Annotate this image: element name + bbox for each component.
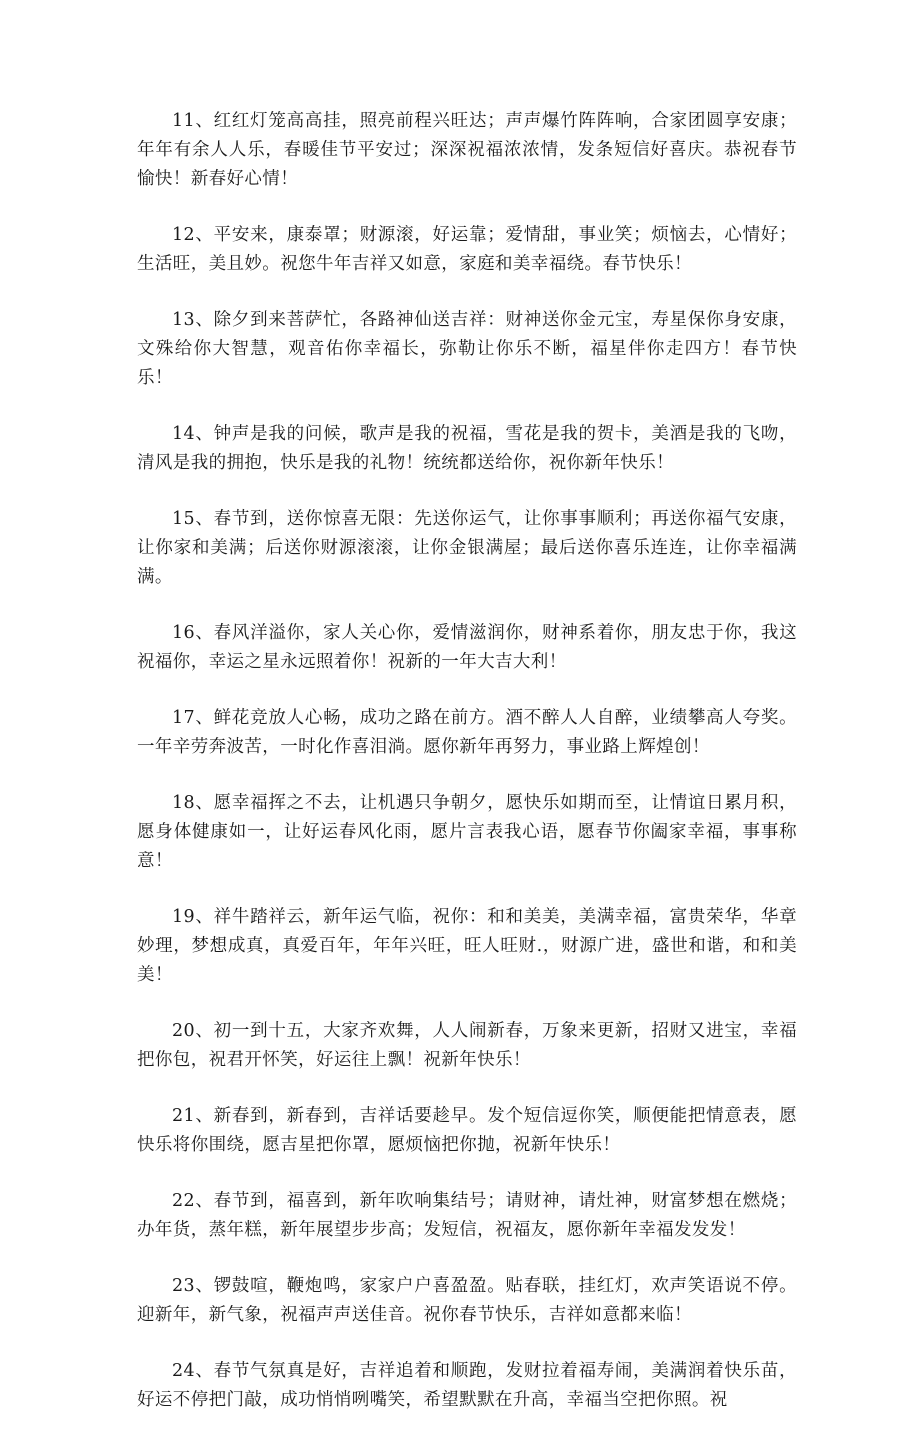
greeting-paragraph-19: 19、祥牛踏祥云，新年运气临，祝你：和和美美，美满幸福，富贵荣华，华章妙理，梦想成真，真爱百年，年年兴旺，旺人旺财.，财源广进，盛世和谐，和和美美！ xyxy=(137,907,797,985)
greeting-paragraph-16: 16、春风洋溢你，家人关心你，爱情滋润你，财神系着你，朋友忠于你，我这祝福你，幸运之星永远照着你！祝新的一年大吉大利！ xyxy=(137,623,797,672)
document-body xyxy=(137,107,797,1442)
greeting-paragraph-14: 14、钟声是我的问候，歌声是我的祝福，雪花是我的贺卡，美酒是我的飞吻，清风是我的拥抱，快乐是我的礼物！统统都送给你，祝你新年快乐！ xyxy=(137,424,797,473)
greeting-paragraph-23: 23、锣鼓喧，鞭炮鸣，家家户户喜盈盈。贴春联，挂红灯，欢声笑语说不停。迎新年，新气象，祝福声声送佳音。祝你春节快乐，吉祥如意都来临！ xyxy=(137,1276,797,1325)
greeting-paragraph-24: 24、春节气氛真是好，吉祥追着和顺跑，发财拉着福寿闹，美满润着快乐苗，好运不停把门敲，成功悄悄咧嘴笑，希望默默在升高，幸福当空把你照。祝 xyxy=(137,1361,797,1410)
greeting-paragraph-13: 13、除夕到来菩萨忙，各路神仙送吉祥：财神送你金元宝，寿星保你身安康，文殊给你大智慧，观音佑你幸福长，弥勒让你乐不断，福星伴你走四方！春节快乐！ xyxy=(137,310,797,388)
greeting-paragraph-18: 18、愿幸福挥之不去，让机遇只争朝夕，愿快乐如期而至，让情谊日累月积，愿身体健康如一，让好运春风化雨，愿片言表我心语，愿春节你阖家幸福，事事称意！ xyxy=(137,793,797,871)
greeting-paragraph-20: 20、初一到十五，大家齐欢舞，人人闹新春，万象来更新，招财又进宝，幸福把你包，祝君开怀笑，好运往上飘！祝新年快乐！ xyxy=(137,1021,797,1070)
greeting-paragraph-22: 22、春节到，福喜到，新年吹响集结号；请财神，请灶神，财富梦想在燃烧；办年货，蒸年糕，新年展望步步高；发短信，祝福友，愿你新年幸福发发发！ xyxy=(137,1191,797,1240)
greeting-paragraph-15: 15、春节到，送你惊喜无限：先送你运气，让你事事顺利；再送你福气安康，让你家和美满；后送你财源滚滚，让你金银满屋；最后送你喜乐连连，让你幸福满满。 xyxy=(137,509,797,587)
greeting-paragraph-11: 11、红红灯笼高高挂，照亮前程兴旺达；声声爆竹阵阵响，合家团圆享安康；年年有余人人乐，春暖佳节平安过；深深祝福浓浓情，发条短信好喜庆。恭祝春节愉快！新春好心情！ xyxy=(137,111,797,189)
greeting-paragraph-17: 17、鲜花竞放人心畅，成功之路在前方。酒不醉人人自醉，业绩攀高人夸奖。一年辛劳奔波苦，一时化作喜泪淌。愿你新年再努力，事业路上辉煌创！ xyxy=(137,708,797,757)
greeting-paragraph-21: 21、新春到，新春到，吉祥话要趁早。发个短信逗你笑，顺便能把情意表，愿快乐将你围绕，愿吉星把你罩，愿烦恼把你抛，祝新年快乐！ xyxy=(137,1106,797,1155)
greeting-paragraph-12: 12、平安来，康泰罩；财源滚，好运靠；爱情甜，事业笑；烦恼去，心情好；生活旺，美且妙。祝您牛年吉祥又如意，家庭和美幸福绕。春节快乐！ xyxy=(137,225,797,274)
